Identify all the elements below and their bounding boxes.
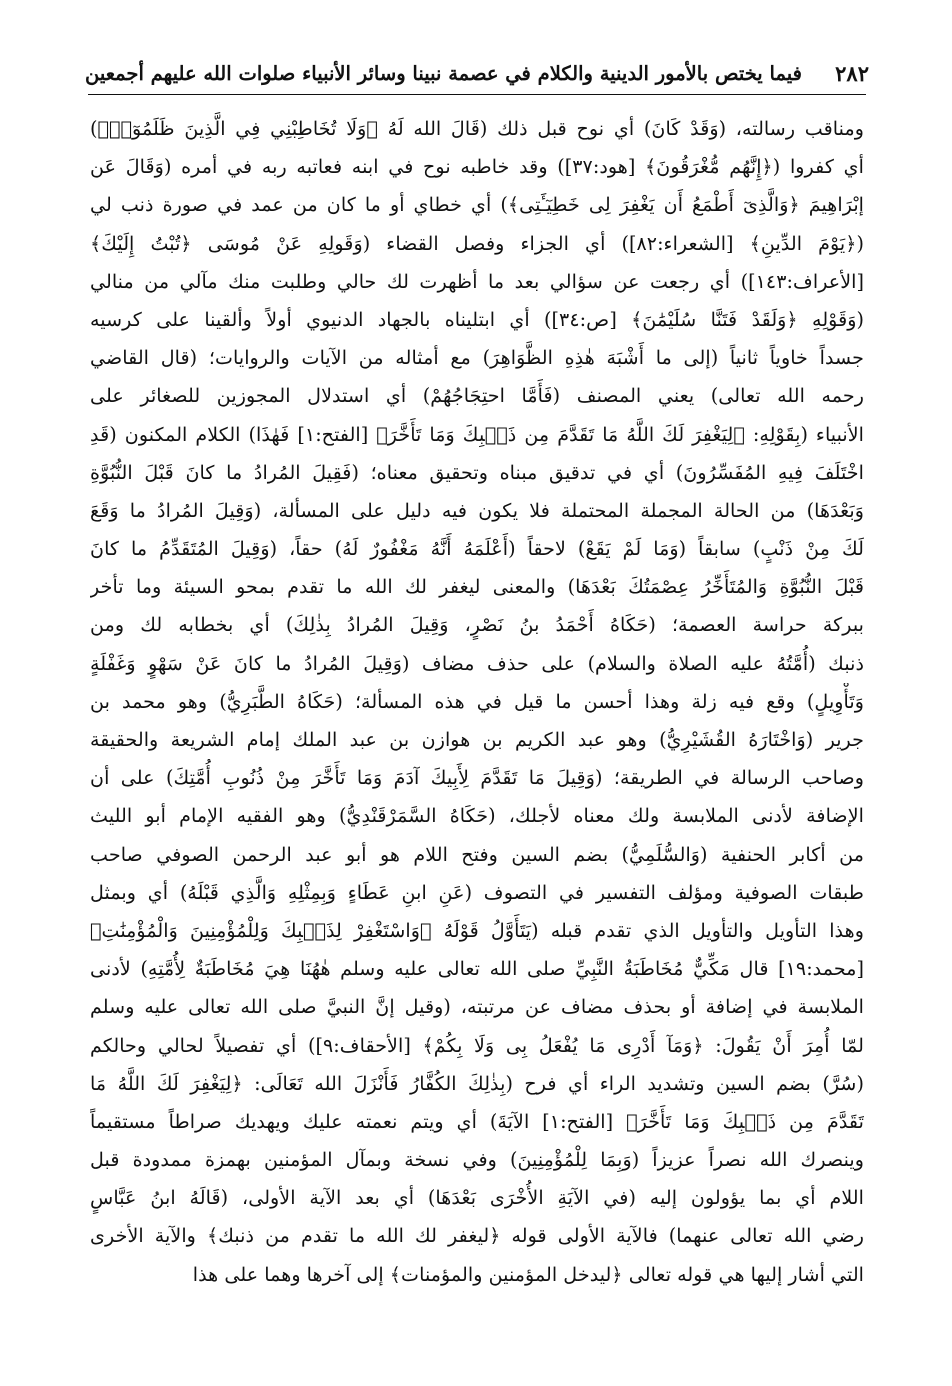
body-text	[90, 110, 864, 1294]
text-line: جرير (وَاخْتَارَهُ القُشَيْرِيُّ) وهو عبد الكريم بن هوازن بن عبد الملك إمام الشريعة والحقيقة	[90, 728, 864, 751]
text-line: رضي الله تعالى عنهما) فالآية الأولى قوله ﴿ليغفر لك الله ما تقدم من ذنبك﴾ والآية الأخرى	[90, 1224, 864, 1248]
text-line: التي أشار إليها هي قوله تعالى ﴿ليدخل المؤمنين والمؤمنات﴾ إلى آخرها وهما على هذا	[192, 1262, 864, 1286]
header-title: فيما يختص بالأمور الدينية والكلام في عصمة نبينا وسائر الأنبياء صلوات الله عليهم أجمعين	[85, 61, 802, 85]
text-line: قَبْلَ النُّبُوَّةِ وَالمُتَأَخِّرُ عِصْمَتُكَ بَعْدَهَا) والمعنى ليغفر لك الله ما تقدم بمحو السيئة وما تأخر	[90, 575, 864, 599]
header-rule	[88, 94, 866, 95]
text-line: الأنبياء (بِقَوْلِهِ: ﴿لِيَغْفِرَ لَكَ اللَّهُ مَا تَقَدَّمَ مِن ذَنۢبِكَ وَمَا تَأَخَّرَ﴾ [الفتح:١] فَهٰذَا) الكلام المكنون (قَدِ	[90, 422, 864, 446]
text-line: ببركة حراسة العصمة؛ (حَكَاهُ أَحْمَدُ بنُ نَصْرٍ، وَقِيلَ المُرادُ بِذٰلِكَ) أي بخطابه لك ومن	[90, 613, 864, 637]
text-line: وينصرك الله نصراً عزيزاً (وَبِمَا لِلْمُؤْمِنِينَ) وفي نسخة وبمآل المؤمنين بهمزة ممدودة قبل	[90, 1148, 864, 1172]
text-line: [الأعراف:١٤٣]) أي رجعت عن سؤالي بعد ما أظهرت لك حالي وطلبت منك مآلي من منالي	[90, 269, 864, 293]
text-line: أي كفروا (﴿إِنَّهُم مُّغْرَقُونَ﴾ [هود:٣٧]) وقد خاطبه نوح في ابنه فعاتبه ربه في أمره (وَقَالَ عَن	[90, 155, 864, 179]
text-line: (سُرَّ) بضم السين وتشديد الراء أي فرح (بِذٰلِكَ الكُفَّارُ فَأَنْزَلَ الله تَعَالَى: ﴿لِيَغْفِرَ لَكَ اللَّهُ مَا	[90, 1071, 864, 1095]
text-line: رحمه الله تعالى) يعني المصنف (فَأَمَّا احتِجَاجُهُمْ) أي استدلال المجوزين للصغائر على	[90, 384, 864, 408]
text-line: الإضافة لأدنى الملابسة ولك معناه لأجلك، (حَكَاهُ السَّمَرْقَنْدِيُّ) وهو الفقيه الإمام أبو الليث	[90, 804, 864, 828]
text-line: وَبَعْدَهَا) من الحالة المجملة المحتملة فلا يكون فيه دليل على المسألة، (وَقِيلَ المُرادُ ما وَقَعَ	[90, 498, 864, 522]
text-line: تَقَدَّمَ مِن ذَنۢبِكَ وَمَا تَأَخَّرَ﴾ [الفتح:١] الآيَةَ) أي ويتم نعمته عليك ويهديك صراطاً مستقيماً	[90, 1109, 864, 1133]
text-line: (وَقَوْلِهِ ﴿وَلَقَدْ فَتَنَّا سُلَيْمَٰنَ﴾ [ص:٣٤]) أي ابتليناه بالجهاد الدنيوي أولاً وألقينا على كرسيه	[90, 307, 864, 331]
text-line: ومناقب رسالته، (وَقَدْ كَانَ) أي نوح قبل ذلك (قَالَ الله لَهُ ﴿وَلَا تُخَاطِبْنِي فِي الَّذِينَ ظَلَمُوٓا۟﴾)	[90, 117, 864, 140]
running-header	[85, 56, 869, 90]
text-line: وَتَأْوِيلٍ) وقع فيه زلة وهذا أحسن ما قيل في هذه المسألة؛ (حَكَاهُ الطَّبَرِيُّ) وهو محمد بن	[90, 689, 864, 713]
text-line: طبقات الصوفية ومؤلف التفسير في التصوف (عَنِ ابنِ عَطَاءٍ وَبِمِثْلِهِ وَالَّذِي قَبْلَهُ) أي وبمثل	[90, 880, 864, 904]
text-line: وهذا التأويل والتأويل الذي تقدم قبله (يَتَأَوَّلُ قَوْلَهُ ﴿وَاسْتَغْفِرْ لِذَنۢبِكَ وَلِلْمُؤْمِنِينَ وَالْمُؤْمِنَٰتِ﴾	[90, 918, 864, 942]
text-line: (﴿يَوْمَ الدِّينِ﴾ [الشعراء:٨٢]) أي الجزاء وفصل القضاء (وَقَولِهِ عَنْ مُوسَى ﴿تُبْتُ إِلَيْكَ﴾	[90, 231, 864, 255]
text-line: الملابسة في إضافة أو بحذف مضاف عن مرتبته، (وقيل إنَّ النبيَّ صلى الله تعالى عليه وسلم	[90, 995, 864, 1019]
text-line: [محمد:١٩] قال مَكِّيٌّ مُخَاطَبَةُ النَّبِيِّ صلى الله تعالى عليه وسلم هٰهُنَا هِيَ مُخَاطَبَةٌ لِأُمَّتِهِ) لأدنى	[90, 957, 864, 981]
text-line: لمّا أُمِرَ أَنْ يَقُولَ: ﴿وَمَآ أَدْرِى مَا يُفْعَلُ بِى وَلَا بِكُمْ﴾ [الأحقاف:٩]) أي تفصيلاً لحالي وحالكم	[90, 1033, 864, 1057]
text-line: إبْرَاهِيمَ ﴿وَالَّذِىٓ أَطْمَعُ أَن يَغْفِرَ لِى خَطِيٓـَٔتِى﴾) أي خطاي أو ما كان من عمد في صورة ذنب لي	[90, 193, 864, 217]
page-number: ٢٨٢	[835, 60, 869, 86]
text-line: جسداً خاوياً ثانياً (إلى ما أَشْبَهَ هٰذِهِ الظَّوَاهِرَ) مع أمثاله من الآيات والروايات؛ (قال القاضي	[90, 346, 864, 370]
text-line: اخْتَلَفَ فِيهِ المُفَسِّرُونَ) أي في تدقيق مبناه وتحقيق معناه؛ (فَقِيلَ المُرادُ ما كانَ قَبْلَ النُّبُوَّةِ	[90, 460, 864, 484]
text-line: وصاحب الرسالة في الطريقة؛ (وَقِيلَ مَا تَقَدَّمَ لِأَبِيكَ آدَمَ وَمَا تَأَخَّرَ مِنْ ذُنُوبِ أُمَّتِكَ) على أن	[90, 766, 864, 790]
text-line: لَكَ مِنْ ذَنْبٍ) سابقاً (وَمَا لَمْ يَقَعْ) لاحقاً (أَعْلَمَهُ أَنَّهُ مَغْفُورٌ لَهُ) حقاً، (وَقِيلَ المُتَقَدِّمُ ما كانَ	[90, 537, 864, 561]
text-line: ذنبك (أُمَّتُهُ عليه الصلاة والسلام) على حذف مضاف (وَقِيلَ المُرادُ ما كانَ عَنْ سَهْوٍ وَغَفْلَةٍ	[90, 651, 864, 675]
text-line: اللام أي بما يؤولون إليه (في الآيَةِ الأُخْرَى بَعْدَهَا) أي بعد الآية الأولى، (قَالَهُ ابنُ عَبَّاسٍ	[90, 1186, 864, 1210]
text-line: من أكابر الحنفية (وَالسُّلَمِيُّ) بضم السين وفتح اللام هو أبو عبد الرحمن الصوفي صاحب	[90, 842, 864, 866]
